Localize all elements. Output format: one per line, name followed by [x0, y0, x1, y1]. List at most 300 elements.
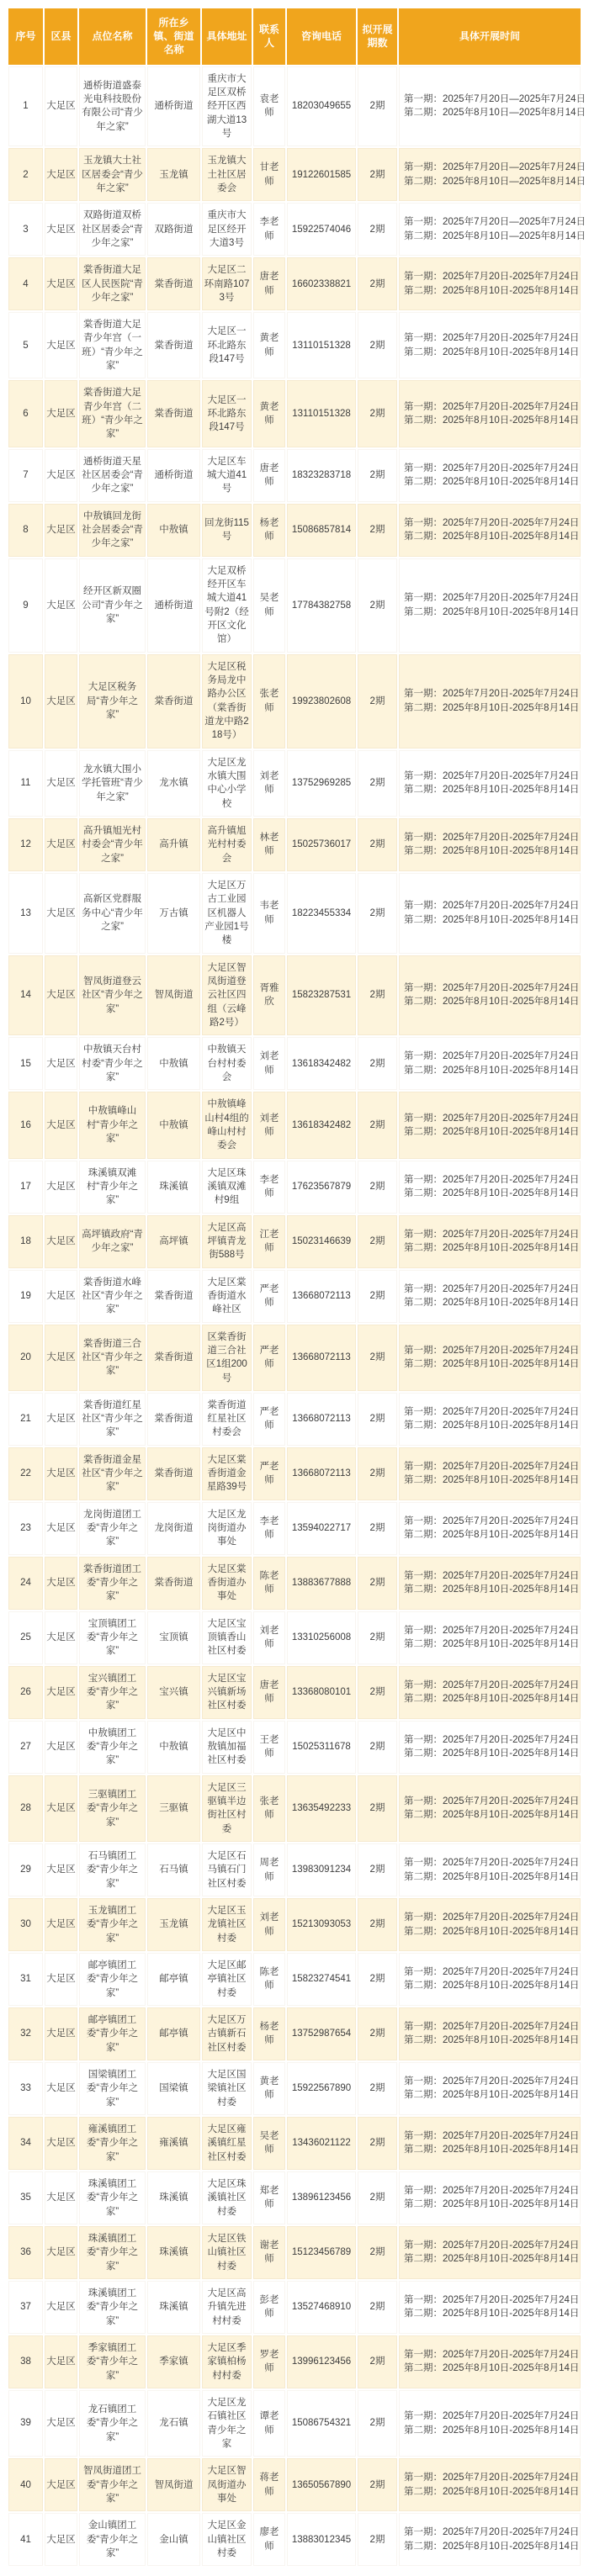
cell-schedule [399, 257, 581, 310]
cell-address: 大足区珠溪镇双滩村9组 [202, 1161, 252, 1214]
cell-name: 珠溪镇团工委“青少年之家” [79, 2171, 146, 2224]
schedule-line: 第二期：2025年8月10日-2025年8月14日 [404, 2199, 580, 2210]
cell-name: 棠香街道团工委“青少年之家” [79, 1557, 146, 1610]
cell-schedule [399, 312, 581, 378]
schedule-line: 第二期：2025年8月10日-2025年8月14日 [404, 2541, 580, 2552]
cell-town: 宝顶镇 [147, 1611, 200, 1664]
schedule-line: 第二期：2025年8月10日-2025年8月14日 [404, 702, 580, 713]
cell-district: 大足区 [45, 2117, 77, 2170]
cell-schedule [399, 449, 581, 502]
cell-schedule [399, 2007, 581, 2060]
schedule-line: 第一期：2025年7月20日-2025年7月24日 [404, 689, 580, 700]
cell-district: 大足区 [45, 1037, 77, 1090]
cell-seq: 21 [8, 1393, 43, 1446]
cell-contact: 谢老师 [253, 2226, 285, 2279]
cell-district: 大足区 [45, 2007, 77, 2060]
cell-address: 大足区雍溪镇红星社区村委 [202, 2117, 252, 2170]
schedule-line: 第二期：2025年8月10日-2025年8月14日 [404, 1810, 580, 1821]
cell-contact: 陈老师 [253, 1557, 285, 1610]
cell-contact: 严老师 [253, 1270, 285, 1323]
cell-seq: 19 [8, 1270, 43, 1323]
schedule-line: 第二期：2025年8月10日-2025年8月14日 [404, 1926, 580, 1937]
schedule-line: 第一期：2025年7月20日-2025年7月24日 [404, 2350, 580, 2361]
schedule-line: 第一期：2025年7月20日-2025年7月24日 [404, 1113, 580, 1124]
cell-seq: 4 [8, 257, 43, 310]
cell-phone: 19122601585 [287, 148, 356, 201]
cell-schedule [399, 380, 581, 447]
cell-address: 大足区高升镇先进村村委 [202, 2281, 252, 2334]
cell-town: 宝兴镇 [147, 1666, 200, 1719]
cell-town: 石马镇 [147, 1843, 200, 1896]
schedule-line: 第二期：2025年8月10日-2025年8月14日 [404, 1243, 580, 1254]
cell-contact: 蒋老师 [253, 2458, 285, 2511]
cell-town: 邮亭镇 [147, 2007, 200, 2060]
cell-schedule [399, 1953, 581, 2006]
cell-contact: 袁老师 [253, 66, 285, 147]
cell-district: 大足区 [45, 558, 77, 653]
schedule-line: 第二期：2025年8月10日-2025年8月14日 [404, 346, 580, 357]
cell-schedule [399, 2281, 581, 2334]
cell-phone: 15922567890 [287, 2062, 356, 2115]
header-row [8, 8, 581, 65]
cell-periods: 2期 [358, 2458, 397, 2511]
cell-seq: 17 [8, 1161, 43, 1214]
cell-seq: 15 [8, 1037, 43, 1090]
cell-periods: 2期 [358, 203, 397, 256]
schedule-line: 第二期：2025年8月10日-2025年8月14日 [404, 2254, 580, 2265]
table-row [8, 1092, 581, 1158]
schedule-line: 第一期：2025年7月20日-2025年7月24日 [404, 1967, 580, 1978]
cell-phone: 13310256008 [287, 1611, 356, 1664]
cell-district: 大足区 [45, 2171, 77, 2224]
cell-phone: 17623567879 [287, 1161, 356, 1214]
cell-periods: 2期 [358, 818, 397, 871]
cell-periods: 2期 [358, 2513, 397, 2566]
cell-schedule [399, 955, 581, 1036]
cell-phone: 13650567890 [287, 2458, 356, 2511]
cell-schedule [399, 1325, 581, 1391]
col-header-address: 具体地址 [202, 8, 252, 65]
cell-phone: 13752987654 [287, 2007, 356, 2060]
cell-phone: 13618342482 [287, 1037, 356, 1090]
cell-town: 智凤街道 [147, 2458, 200, 2511]
cell-phone: 18323283718 [287, 449, 356, 502]
cell-address: 大足区玉龙镇社区村委 [202, 1898, 252, 1951]
cell-periods: 2期 [358, 1666, 397, 1719]
cell-contact: 杨老师 [253, 2007, 285, 2060]
cell-schedule [399, 1502, 581, 1555]
cell-town: 珠溪镇 [147, 1161, 200, 1214]
table-row [8, 1775, 581, 1842]
cell-address: 大足区宝顶镇香山社区村委 [202, 1611, 252, 1664]
cell-address: 大足区智凤街道登云社区四组（云峰路2号） [202, 955, 252, 1036]
cell-town: 万古镇 [147, 873, 200, 954]
cell-seq: 33 [8, 2062, 43, 2115]
cell-contact: 周老师 [253, 1843, 285, 1896]
cell-district: 大足区 [45, 1447, 77, 1500]
cell-contact: 罗老师 [253, 2335, 285, 2388]
cell-periods: 2期 [358, 1953, 397, 2006]
cell-periods: 2期 [358, 1393, 397, 1446]
table-row [8, 1037, 581, 1090]
cell-contact: 李老师 [253, 1502, 285, 1555]
cell-contact: 李老师 [253, 1161, 285, 1214]
cell-periods: 2期 [358, 2117, 397, 2170]
cell-name: 宝顶镇团工委“青少年之家” [79, 1611, 146, 1664]
cell-periods: 2期 [358, 2226, 397, 2279]
schedule-line: 第二期：2025年8月10日-2025年8月14日 [404, 2145, 580, 2155]
table-row [8, 203, 581, 256]
table-row [8, 1447, 581, 1500]
cell-periods: 2期 [358, 148, 397, 201]
cell-name: 雍溪镇团工委“青少年之家” [79, 2117, 146, 2170]
cell-seq: 28 [8, 1775, 43, 1842]
table-row [8, 1502, 581, 1555]
cell-contact: 王老师 [253, 1721, 285, 1774]
cell-seq: 38 [8, 2335, 43, 2388]
cell-phone: 13883677888 [287, 1557, 356, 1610]
schedule-line: 第二期：2025年8月10日-2025年8月14日 [404, 2090, 580, 2101]
col-header-periods: 拟开展期数 [358, 8, 397, 65]
cell-town: 雍溪镇 [147, 2117, 200, 2170]
cell-seq: 26 [8, 1666, 43, 1719]
cell-seq: 35 [8, 2171, 43, 2224]
cell-contact: 陈老师 [253, 1953, 285, 2006]
cell-district: 大足区 [45, 1843, 77, 1896]
cell-periods: 2期 [358, 1161, 397, 1214]
cell-phone: 13752969285 [287, 750, 356, 817]
schedule-line: 第二期：2025年8月10日-2025年8月14日 [404, 2035, 580, 2046]
cell-periods: 2期 [358, 2281, 397, 2334]
cell-name: 珠溪镇团工委“青少年之家” [79, 2226, 146, 2279]
table-row [8, 2007, 581, 2060]
cell-seq: 30 [8, 1898, 43, 1951]
cell-district: 大足区 [45, 750, 77, 817]
schedule-line: 第二期：2025年8月10日-2025年8月14日 [404, 1359, 580, 1370]
table-row [8, 1953, 581, 2006]
cell-district: 大足区 [45, 312, 77, 378]
cell-contact: 韦老师 [253, 873, 285, 954]
cell-seq: 36 [8, 2226, 43, 2279]
cell-periods: 2期 [358, 654, 397, 748]
schedule-line: 第二期：2025年8月10日-2025年8月14日 [404, 1475, 580, 1486]
schedule-line: 第二期：2025年8月10日-2025年8月14日 [404, 2425, 580, 2436]
schedule-line: 第二期：2025年8月10日-2025年8月14日 [404, 1530, 580, 1541]
schedule-line: 第一期：2025年7月20日-2025年7月24日 [404, 463, 580, 473]
cell-seq: 24 [8, 1557, 43, 1610]
cell-address: 大足区中敖镇加福社区村委 [202, 1721, 252, 1774]
cell-schedule [399, 148, 586, 201]
cell-contact: 唐老师 [253, 257, 285, 310]
schedule-line: 第一期：2025年7月20日-2025年7月24日 [404, 2527, 580, 2538]
cell-contact: 黄老师 [253, 312, 285, 378]
cell-name: 棠香街道三合社区“青少年之家” [79, 1325, 146, 1391]
cell-phone: 15213093053 [287, 1898, 356, 1951]
cell-name: 大足区税务局“青少年之家” [79, 654, 146, 748]
cell-contact: 吴老师 [253, 558, 285, 653]
schedule-line: 第一期：2025年7月20日-2025年7月24日 [404, 1406, 580, 1417]
cell-name: 中敖镇天台村村委“青少年之家” [79, 1037, 146, 1090]
cell-town: 珠溪镇 [147, 2171, 200, 2224]
cell-schedule [399, 873, 581, 954]
cell-phone: 18223455334 [287, 873, 356, 954]
cell-schedule [399, 2390, 581, 2457]
schedule-line: 第二期：2025年8月10日-2025年8月14日 [404, 914, 580, 925]
cell-address: 大足区万古工业园区机器人产业园1号楼 [202, 873, 252, 954]
schedule-line: 第一期：2025年7月20日-2025年7月24日 [404, 593, 580, 604]
cell-seq: 7 [8, 449, 43, 502]
schedule-line: 第二期：2025年8月10日-2025年8月14日 [404, 1981, 580, 1992]
cell-town: 中敖镇 [147, 1092, 200, 1158]
cell-schedule [399, 1843, 581, 1896]
cell-schedule [399, 1721, 581, 1774]
cell-contact: 郑老师 [253, 2171, 285, 2224]
cell-schedule [399, 2513, 581, 2566]
cell-schedule [399, 1161, 581, 1214]
cell-phone: 13635492233 [287, 1775, 356, 1842]
cell-town: 珠溪镇 [147, 2281, 200, 2334]
cell-district: 大足区 [45, 1325, 77, 1391]
schedule-line: 第二期：2025年8月10日-2025年8月14日 [404, 285, 580, 296]
cell-periods: 2期 [358, 1611, 397, 1664]
cell-address: 高升镇旭光村村委会 [202, 818, 252, 871]
col-header-seq: 序号 [8, 8, 43, 65]
cell-district: 大足区 [45, 955, 77, 1036]
cell-periods: 2期 [358, 66, 397, 147]
cell-town: 通桥街道 [147, 558, 200, 653]
cell-name: 邮亭镇团工委“青少年之家” [79, 1953, 146, 2006]
cell-address: 大足区棠香街道水峰社区 [202, 1270, 252, 1323]
cell-periods: 2期 [358, 2171, 397, 2224]
schedule-line: 第二期：2025年8月10日—2025年8月14日 [404, 108, 586, 119]
cell-name: 季家镇团工委“青少年之家” [79, 2335, 146, 2388]
cell-phone: 13436021122 [287, 2117, 356, 2170]
cell-town: 中敖镇 [147, 504, 200, 557]
cell-contact: 廖老师 [253, 2513, 285, 2566]
table-row [8, 312, 581, 378]
cell-town: 棠香街道 [147, 1557, 200, 1610]
cell-name: 龙石镇团工委“青少年之家” [79, 2390, 146, 2457]
cell-seq: 32 [8, 2007, 43, 2060]
cell-name: 邮亭镇团工委“青少年之家” [79, 2007, 146, 2060]
schedule-line: 第二期：2025年8月10日-2025年8月14日 [404, 606, 580, 617]
cell-periods: 2期 [358, 1502, 397, 1555]
cell-town: 三驱镇 [147, 1775, 200, 1842]
cell-schedule [399, 2458, 581, 2511]
cell-town: 棠香街道 [147, 1325, 200, 1391]
cell-schedule [399, 750, 581, 817]
cell-contact: 严老师 [253, 1393, 285, 1446]
cell-seq: 8 [8, 504, 43, 557]
cell-schedule [399, 818, 581, 871]
cell-address: 大足区车城大道41号 [202, 449, 252, 502]
table-row [8, 449, 581, 502]
cell-schedule [399, 558, 581, 653]
schedule-line: 第一期：2025年7月20日-2025年7月24日 [404, 2240, 580, 2251]
cell-town: 玉龙镇 [147, 148, 200, 201]
schedule-line: 第一期：2025年7月20日-2025年7月24日 [404, 1796, 580, 1807]
table-row [8, 1557, 581, 1610]
cell-town: 高坪镇 [147, 1215, 200, 1268]
cell-address: 大足双桥经开区车城大道41号附2（经开区文化馆） [202, 558, 252, 653]
cell-address: 中敖镇天台村村委会 [202, 1037, 252, 1090]
table-row [8, 1325, 581, 1391]
cell-phone: 13110151328 [287, 312, 356, 378]
cell-phone: 13368080101 [287, 1666, 356, 1719]
col-header-contact: 联系人 [253, 8, 285, 65]
schedule-line: 第二期：2025年8月10日-2025年8月14日 [404, 997, 580, 1008]
cell-name: 玉龙镇大土社区居委会“青少年之家” [79, 148, 146, 201]
cell-name: 中敖镇峰山村“青少年之家” [79, 1092, 146, 1158]
table-row [8, 2335, 581, 2388]
cell-schedule [399, 2062, 581, 2115]
cell-seq: 37 [8, 2281, 43, 2334]
schedule-line: 第一期：2025年7月20日-2025年7月24日 [404, 901, 580, 912]
cell-name: 棠香街道大足青少年宫（二班）“青少年之家” [79, 380, 146, 447]
cell-town: 棠香街道 [147, 1393, 200, 1446]
cell-name: 龙岗街道团工委“青少年之家” [79, 1502, 146, 1555]
cell-seq: 9 [8, 558, 43, 653]
cell-phone: 15823287531 [287, 955, 356, 1036]
cell-seq: 40 [8, 2458, 43, 2511]
cell-district: 大足区 [45, 257, 77, 310]
cell-schedule [399, 2117, 581, 2170]
cell-town: 邮亭镇 [147, 1953, 200, 2006]
cell-periods: 2期 [358, 1215, 397, 1268]
table-row [8, 750, 581, 817]
cell-district: 大足区 [45, 1953, 77, 2006]
cell-contact: 严老师 [253, 1325, 285, 1391]
schedule-line: 第一期：2025年7月20日—2025年7月24日 [404, 94, 586, 105]
cell-schedule [399, 2335, 581, 2388]
col-header-town: 所在乡镇、街道名称 [147, 8, 200, 65]
cell-district: 大足区 [45, 654, 77, 748]
cell-district: 大足区 [45, 1502, 77, 1555]
cell-town: 棠香街道 [147, 380, 200, 447]
cell-address: 大足区一环北路东段147号 [202, 380, 252, 447]
schedule-line: 第一期：2025年7月20日-2025年7月24日 [404, 2473, 580, 2483]
table-row [8, 818, 581, 871]
cell-schedule [399, 2171, 581, 2224]
cell-name: 龙水镇大围小学托管班“青少年之家” [79, 750, 146, 817]
cell-contact: 杨老师 [253, 504, 285, 557]
cell-periods: 2期 [358, 558, 397, 653]
cell-district: 大足区 [45, 1775, 77, 1842]
schedule-line: 第一期：2025年7月20日-2025年7月24日 [404, 272, 580, 283]
table-row [8, 66, 581, 147]
cell-phone: 17784382758 [287, 558, 356, 653]
youth-home-schedule-table [7, 7, 586, 2568]
cell-district: 大足区 [45, 818, 77, 871]
schedule-line: 第二期：2025年8月10日-2025年8月14日 [404, 1584, 580, 1595]
cell-address: 玉龙镇大土社区居委会 [202, 148, 252, 201]
schedule-line: 第一期：2025年7月20日-2025年7月24日 [404, 1174, 580, 1185]
cell-seq: 12 [8, 818, 43, 871]
cell-name: 棠香街道水峰社区“青少年之家” [79, 1270, 146, 1323]
cell-contact: 唐老师 [253, 1666, 285, 1719]
cell-contact: 唐老师 [253, 449, 285, 502]
cell-phone: 18203049655 [287, 66, 356, 147]
cell-address: 大足区一环北路东段147号 [202, 312, 252, 378]
cell-address: 区棠香街道三合社区1组200号 [202, 1325, 252, 1391]
cell-name: 棠香街道金星社区“青少年之家” [79, 1447, 146, 1500]
table-row [8, 2458, 581, 2511]
schedule-line: 第二期：2025年8月10日-2025年8月14日 [404, 2363, 580, 2374]
cell-seq: 14 [8, 955, 43, 1036]
cell-address: 大足区珠溪镇社区村委 [202, 2171, 252, 2224]
cell-address: 中敖镇峰山村4组的峰山村村委会 [202, 1092, 252, 1158]
cell-periods: 2期 [358, 1092, 397, 1158]
cell-phone: 13668072113 [287, 1325, 356, 1391]
schedule-line: 第二期：2025年8月10日-2025年8月14日 [404, 1639, 580, 1650]
cell-periods: 2期 [358, 1270, 397, 1323]
cell-town: 龙水镇 [147, 750, 200, 817]
schedule-line: 第一期：2025年7月20日-2025年7月24日 [404, 1912, 580, 1923]
cell-name: 智凤街道团工委“青少年之家” [79, 2458, 146, 2511]
cell-town: 棠香街道 [147, 257, 200, 310]
cell-name: 石马镇团工委“青少年之家” [79, 1843, 146, 1896]
cell-periods: 2期 [358, 2007, 397, 2060]
cell-address: 大足区龙石镇社区青少年之家 [202, 2390, 252, 2457]
cell-seq: 13 [8, 873, 43, 954]
schedule-line: 第一期：2025年7月20日-2025年7月24日 [404, 2295, 580, 2306]
cell-district: 大足区 [45, 1721, 77, 1774]
cell-schedule [399, 1092, 581, 1158]
schedule-line: 第二期：2025年8月10日-2025年8月14日 [404, 2309, 580, 2319]
cell-periods: 2期 [358, 1557, 397, 1610]
cell-town: 季家镇 [147, 2335, 200, 2388]
cell-seq: 10 [8, 654, 43, 748]
col-header-schedule: 具体开展时间 [399, 8, 581, 65]
schedule-line: 第一期：2025年7月20日-2025年7月24日 [404, 1051, 580, 1062]
cell-address: 大足区棠香街道办事处 [202, 1557, 252, 1610]
col-header-phone: 咨询电话 [287, 8, 356, 65]
cell-district: 大足区 [45, 449, 77, 502]
table-row [8, 1611, 581, 1664]
cell-phone: 15823274541 [287, 1953, 356, 2006]
cell-periods: 2期 [358, 1775, 397, 1842]
schedule-line: 第二期：2025年8月10日-2025年8月14日 [404, 477, 580, 488]
cell-district: 大足区 [45, 2281, 77, 2334]
cell-name: 通桥街道天星社区居委会“青少年之家” [79, 449, 146, 502]
schedule-line: 第一期：2025年7月20日-2025年7月24日 [404, 2131, 580, 2142]
schedule-line: 第一期：2025年7月20日-2025年7月24日 [404, 771, 580, 782]
cell-name: 智凤街道登云社区“青少年之家” [79, 955, 146, 1036]
cell-name: 高新区党群服务中心“青少年之家” [79, 873, 146, 954]
table-row [8, 873, 581, 954]
cell-address: 棠香街道红星社区村委会 [202, 1393, 252, 1446]
schedule-line: 第一期：2025年7月20日-2025年7月24日 [404, 1345, 580, 1356]
cell-phone: 19923802608 [287, 654, 356, 748]
cell-town: 龙岗街道 [147, 1502, 200, 1555]
cell-phone: 13110151328 [287, 380, 356, 447]
cell-schedule [399, 1775, 581, 1842]
schedule-line: 第一期：2025年7月20日-2025年7月24日 [404, 1679, 580, 1690]
table-row [8, 2281, 581, 2334]
cell-district: 大足区 [45, 2458, 77, 2511]
cell-contact: 张老师 [253, 1775, 285, 1842]
table-row [8, 1721, 581, 1774]
cell-phone: 15123456789 [287, 2226, 356, 2279]
cell-phone: 15025311678 [287, 1721, 356, 1774]
cell-contact: 谭老师 [253, 2390, 285, 2457]
cell-phone: 13527468910 [287, 2281, 356, 2334]
cell-address: 大足区龙水镇大围中心小学校 [202, 750, 252, 817]
cell-address: 大足区铁山镇社区村委 [202, 2226, 252, 2279]
cell-schedule [399, 1557, 581, 1610]
cell-name: 珠溪镇双滩村“青少年之家” [79, 1161, 146, 1214]
cell-town: 龙石镇 [147, 2390, 200, 2457]
